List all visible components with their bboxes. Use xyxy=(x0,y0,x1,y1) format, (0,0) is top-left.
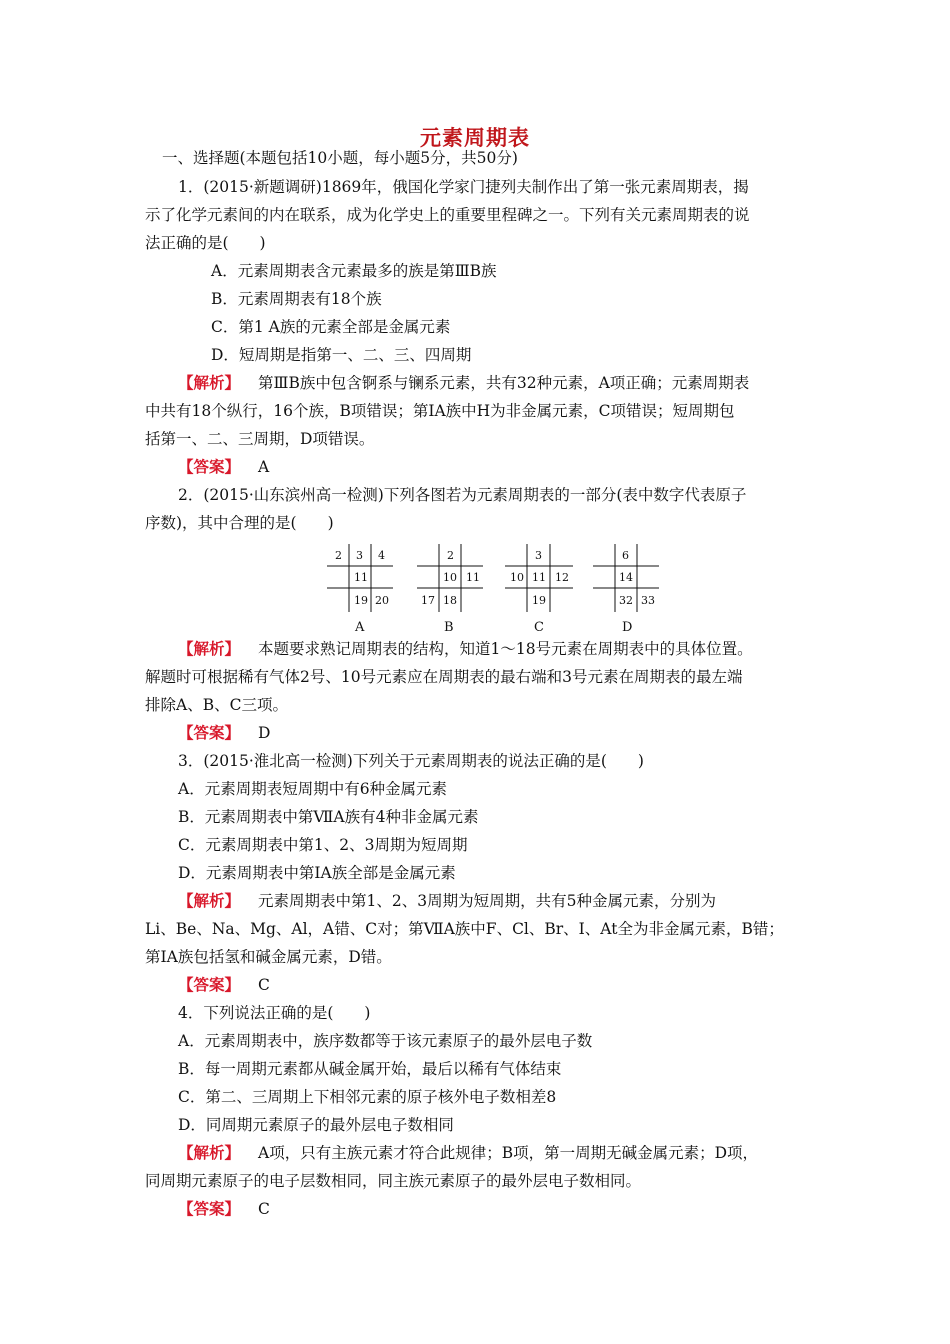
q2-answer: 【答案】 D xyxy=(178,723,271,742)
q2-stem-line2: 序数)，其中合理的是( ) xyxy=(145,514,334,532)
q1-option-d: D．短周期是指第一、二、三、四周期 xyxy=(211,346,472,364)
diagram-d-cell: 32 xyxy=(619,594,633,607)
page-title: 元素周期表 xyxy=(420,125,530,150)
diagram-b-cell: 11 xyxy=(466,571,480,584)
section-heading: 一、选择题(本题包括10小题，每小题5分，共50分) xyxy=(162,149,518,167)
q1-option-b: B．元素周期表有18个族 xyxy=(211,290,382,308)
diagram-d-cell: 6 xyxy=(622,549,629,562)
diagram-b-cell: 18 xyxy=(443,594,457,607)
q1-explanation-line2: 中共有18个纵行，16个族，B项错误；第ⅠA族中H为非金属元素，C项错误；短周期包 xyxy=(145,402,735,420)
answer-tag: 【答案】 xyxy=(178,975,241,994)
q4-stem-line1: 4．下列说法正确的是( ) xyxy=(178,1004,371,1022)
q2-explanation-line2: 解题时可根据稀有气体2号、10号元素应在周期表的最右端和3号元素在周期表的最左端 xyxy=(145,668,743,686)
q4-option-c: C．第二、三周期上下相邻元素的原子核外电子数相差8 xyxy=(178,1088,557,1106)
q3-answer: 【答案】 C xyxy=(178,975,270,994)
q1-explanation-line1: 【解析】 第ⅢB族中包含锕系与镧系元素，共有32种元素，A项正确；元素周期表 xyxy=(178,373,750,392)
periodic-table-fragments-figure xyxy=(327,540,667,640)
q1-answer: 【答案】 A xyxy=(178,457,270,476)
diagram-b-cell: 2 xyxy=(447,549,454,562)
q4-explanation-line1: 【解析】 A项，只有主族元素才符合此规律；B项，第一周期无碱金属元素；D项， xyxy=(178,1143,759,1162)
diagram-a-cell: 19 xyxy=(354,594,368,607)
diagram-c-cell: 10 xyxy=(510,571,524,584)
diagram-a-cell: 2 xyxy=(335,549,342,562)
q4-option-a: A．元素周期表中，族序数都等于该元素原子的最外层电子数 xyxy=(178,1032,593,1050)
diagram-d-cell: 33 xyxy=(641,594,655,607)
diagram-b-cell: 10 xyxy=(443,571,457,584)
q2-explanation-line3: 排除A、B、C三项。 xyxy=(145,696,288,714)
q2-explanation-line1: 【解析】 本题要求熟记周期表的结构，知道1～18号元素在周期表中的具体位置。 xyxy=(178,639,753,658)
explanation-tag: 【解析】 xyxy=(178,639,241,658)
q1-stem-line1: 1．(2015·新题调研)1869年，俄国化学家门捷列夫制作出了第一张元素周期表，揭 xyxy=(178,178,749,196)
answer-tag: 【答案】 xyxy=(178,457,241,476)
q3-explanation-line2: Li、Be、Na、Mg、Al，A错、C对；第ⅦA族中F、Cl、Br、I、At全为非金属元素，B错； xyxy=(145,920,784,938)
q4-answer: 【答案】 C xyxy=(178,1199,270,1218)
diagram-c-label: C xyxy=(534,620,544,635)
diagram-c-cell: 12 xyxy=(555,571,569,584)
q3-stem-line1: 3．(2015·淮北高一检测)下列关于元素周期表的说法正确的是( ) xyxy=(178,752,644,770)
q1-option-c: C．第1 A族的元素全部是金属元素 xyxy=(211,318,451,336)
q1-stem-line3: 法正确的是( ) xyxy=(145,234,266,252)
explanation-tag: 【解析】 xyxy=(178,373,241,392)
answer-tag: 【答案】 xyxy=(178,1199,241,1218)
diagram-c-cell: 11 xyxy=(532,571,546,584)
q3-option-b: B．元素周期表中第ⅦA族有4种非金属元素 xyxy=(178,808,479,826)
diagram-a-cell: 3 xyxy=(356,549,363,562)
diagram-a-label: A xyxy=(355,620,365,635)
diagram-d-cell: 14 xyxy=(619,571,633,584)
diagram-a-cell: 4 xyxy=(378,549,385,562)
q3-option-d: D．元素周期表中第ⅠA族全部是金属元素 xyxy=(178,864,456,882)
explanation-tag: 【解析】 xyxy=(178,1143,241,1162)
diagram-d-label: D xyxy=(622,620,633,635)
diagram-c-cell: 19 xyxy=(532,594,546,607)
q1-stem-line2: 示了化学元素间的内在联系，成为化学史上的重要里程碑之一。下列有关元素周期表的说 xyxy=(145,206,750,224)
q2-stem-line1: 2．(2015·山东滨州高一检测)下列各图若为元素周期表的一部分(表中数字代表原子 xyxy=(178,486,747,504)
answer-tag: 【答案】 xyxy=(178,723,241,742)
q3-explanation-line3: 第ⅠA族包括氢和碱金属元素，D错。 xyxy=(145,948,392,966)
q4-explanation-line2: 同周期元素原子的电子层数相同，同主族元素原子的最外层电子数相同。 xyxy=(145,1172,642,1190)
explanation-tag: 【解析】 xyxy=(178,891,241,910)
q3-option-c: C．元素周期表中第1、2、3周期为短周期 xyxy=(178,836,468,854)
diagram-b-label: B xyxy=(444,620,454,635)
diagram-c-cell: 3 xyxy=(535,549,542,562)
diagram-a-cell: 20 xyxy=(375,594,389,607)
diagram-b-cell: 17 xyxy=(421,594,435,607)
q1-option-a: A．元素周期表含元素最多的族是第ⅢB族 xyxy=(211,262,497,280)
diagram-a-cell: 11 xyxy=(354,571,368,584)
q4-option-d: D．同周期元素原子的最外层电子数相同 xyxy=(178,1116,454,1134)
q3-explanation-line1: 【解析】 元素周期表中第1、2、3周期为短周期，共有5种金属元素，分别为 xyxy=(178,891,716,910)
q3-option-a: A．元素周期表短周期中有6种金属元素 xyxy=(178,780,448,798)
q1-explanation-line3: 括第一、二、三周期，D项错误。 xyxy=(145,430,375,448)
q4-option-b: B．每一周期元素都从碱金属开始，最后以稀有气体结束 xyxy=(178,1060,562,1078)
